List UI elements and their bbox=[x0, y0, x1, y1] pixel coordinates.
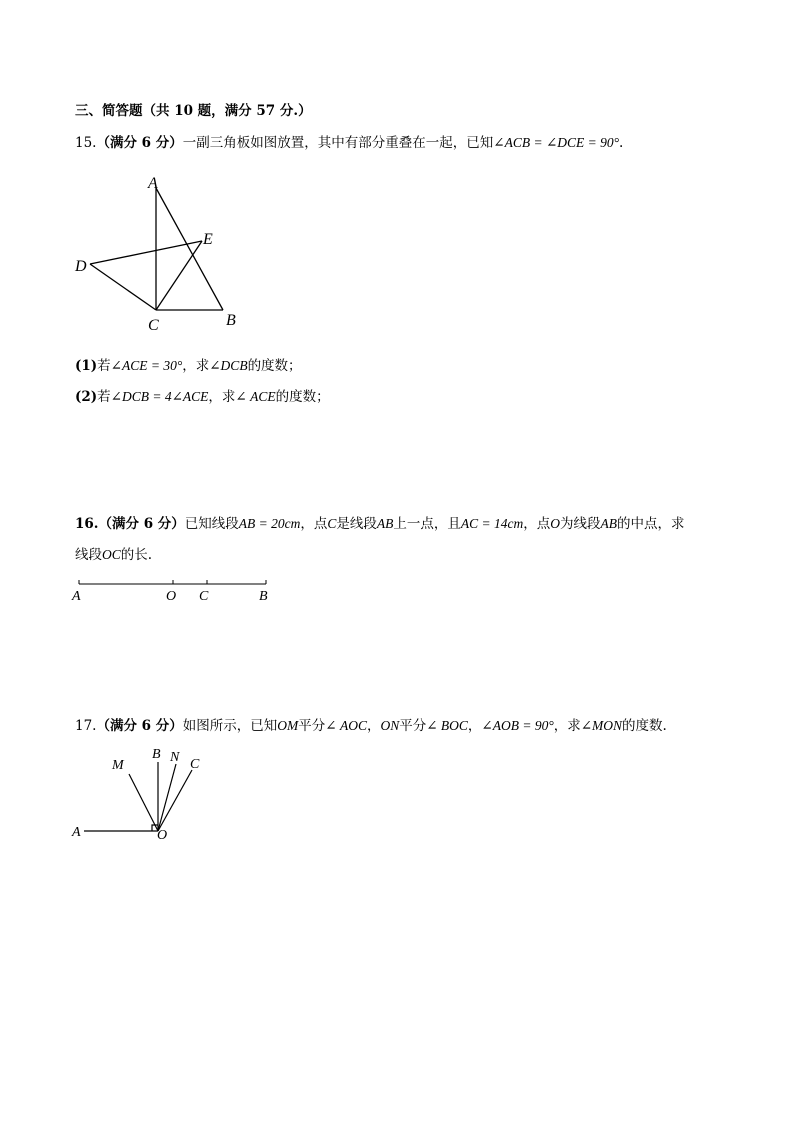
question-number: 15. bbox=[75, 135, 97, 151]
math-expression: OM bbox=[277, 718, 299, 733]
question-text: 为线段 bbox=[560, 516, 601, 532]
math-expression: ∠AOB = 90° bbox=[481, 718, 554, 733]
segment-DC bbox=[90, 264, 156, 310]
question-text: 的度数. bbox=[622, 718, 667, 734]
question-15-part-2 bbox=[75, 388, 330, 406]
label-E: E bbox=[203, 231, 213, 248]
question-text: ，点 bbox=[523, 516, 551, 532]
math-expression: ∠ACE = 30° bbox=[110, 358, 183, 373]
math-expression: AC = 14cm bbox=[460, 516, 524, 531]
segment-CE bbox=[156, 241, 202, 310]
triangle-figure bbox=[60, 168, 260, 338]
label-M: M bbox=[112, 758, 124, 773]
math-expression: ON bbox=[380, 718, 400, 733]
math-expression: AB = 20cm bbox=[238, 516, 301, 531]
question-17-stem bbox=[75, 717, 667, 735]
sub-question-text: 若 bbox=[97, 358, 111, 374]
label-A: A bbox=[72, 825, 81, 840]
label-O: O bbox=[166, 589, 177, 604]
math-expression: OC bbox=[102, 547, 121, 562]
math-expression: ∠MON bbox=[580, 718, 623, 733]
math-expression: O bbox=[550, 516, 561, 531]
label-B: B bbox=[226, 312, 236, 329]
label-B: B bbox=[152, 747, 161, 762]
question-text: 的长. bbox=[120, 547, 153, 563]
math-expression: AB bbox=[376, 516, 394, 531]
sub-question-text: 若 bbox=[97, 389, 111, 405]
question-text: 平分 bbox=[298, 718, 326, 734]
math-expression: C bbox=[327, 516, 337, 531]
question-text: 上一点，且 bbox=[393, 516, 461, 532]
math-expression: ∠ACB = ∠DCE = 90° bbox=[493, 135, 620, 150]
label-D: D bbox=[75, 258, 87, 275]
question-16-stem bbox=[75, 515, 685, 533]
sub-question-number: (1) bbox=[75, 358, 98, 374]
ray-ON bbox=[158, 764, 176, 831]
math-expression: ∠ BOC bbox=[426, 718, 468, 733]
question-text: ，点 bbox=[300, 516, 328, 532]
math-expression: ∠ AOC bbox=[325, 718, 367, 733]
question-text: 是线段 bbox=[336, 516, 377, 532]
label-C: C bbox=[148, 317, 159, 334]
label-A: A bbox=[72, 589, 81, 604]
ray-OM bbox=[129, 774, 158, 831]
question-text: 已知线段 bbox=[184, 516, 239, 532]
label-B: B bbox=[259, 589, 268, 604]
label-C: C bbox=[190, 757, 200, 772]
label-A: A bbox=[148, 175, 158, 192]
math-expression: ∠ ACE bbox=[235, 389, 276, 404]
sub-question-text: ，求 bbox=[208, 389, 236, 405]
section-title: 三、简答题（共 10 题，满分 57 分.） bbox=[75, 103, 312, 119]
label-C: C bbox=[199, 589, 209, 604]
sub-question-number: (2) bbox=[75, 389, 98, 405]
question-text: 的中点，求 bbox=[617, 516, 685, 532]
segment-DE bbox=[90, 241, 202, 264]
question-text: 如图所示，已知 bbox=[182, 718, 278, 734]
question-number: 16. bbox=[75, 516, 99, 532]
question-15-stem bbox=[75, 134, 623, 152]
math-expression: AB bbox=[600, 516, 618, 531]
question-text-end: . bbox=[619, 135, 624, 151]
question-text: ， bbox=[467, 718, 482, 734]
question-text: ， bbox=[366, 718, 381, 734]
question-score: （满分 6 分） bbox=[96, 718, 183, 734]
question-text: 线段 bbox=[75, 547, 102, 563]
sub-question-text: ，求 bbox=[182, 358, 210, 374]
angle-figure bbox=[66, 740, 216, 845]
question-text: ，求 bbox=[553, 718, 581, 734]
question-text: 一副三角板如图放置，其中有部分重叠在一起，已知 bbox=[182, 135, 494, 151]
question-number: 17. bbox=[75, 718, 97, 734]
sub-question-text: 的度数； bbox=[247, 358, 302, 374]
question-15-part-1 bbox=[75, 357, 302, 375]
ray-OC bbox=[158, 770, 192, 831]
math-expression: ∠DCB bbox=[209, 358, 248, 373]
sub-question-text: 的度数； bbox=[275, 389, 330, 405]
segment-figure bbox=[66, 575, 281, 607]
question-score: （满分 6 分） bbox=[98, 516, 185, 532]
label-O: O bbox=[157, 828, 168, 843]
question-score: （满分 6 分） bbox=[96, 135, 183, 151]
question-text: 平分 bbox=[399, 718, 427, 734]
question-16-stem-line-2 bbox=[75, 546, 152, 564]
label-N: N bbox=[170, 750, 180, 765]
math-expression: ∠DCB = 4∠ACE bbox=[110, 389, 209, 404]
